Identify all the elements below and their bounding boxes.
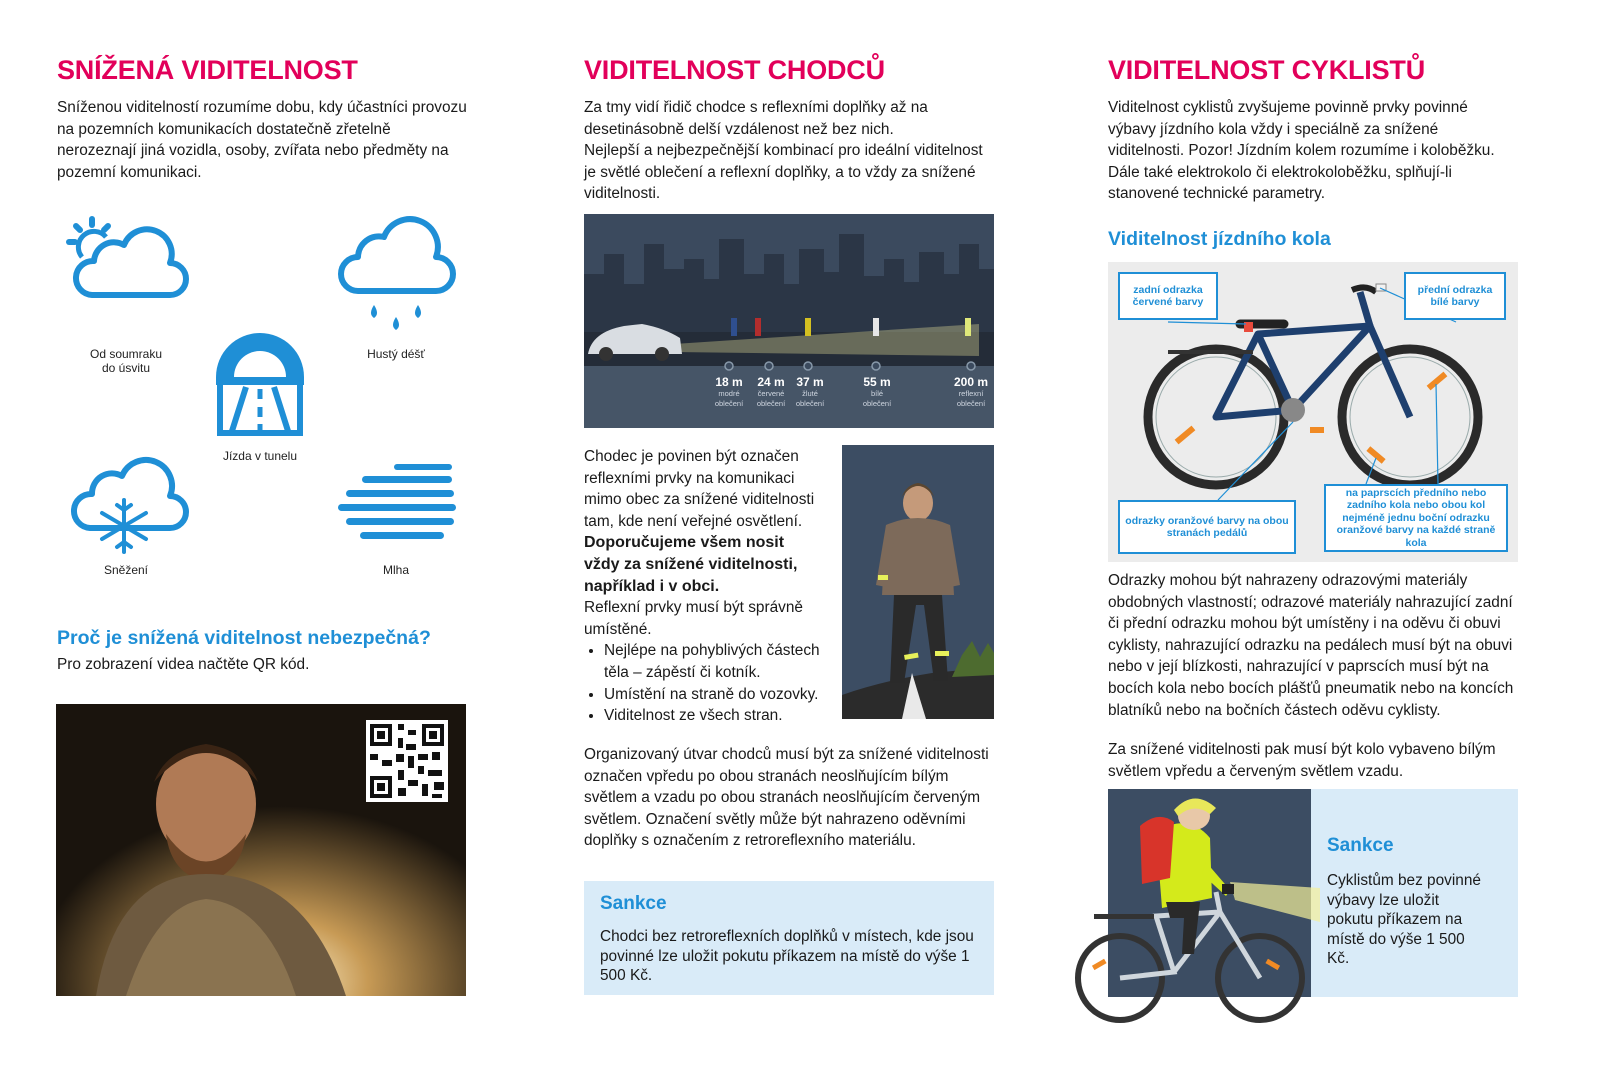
distance-sub1: červené bbox=[757, 389, 785, 398]
pedestrian-duty bbox=[584, 446, 824, 727]
distance-sub2: oblečení bbox=[862, 399, 892, 408]
sankce-text: Chodci bez retroreflexních doplňků v místech, kde jsou povinné lze uložit pokutu příkazem na místě do výše 1 500 Kč. bbox=[600, 928, 974, 984]
col1-intro: Sníženou viditelností rozumíme dobu, kdy účastníci provozu na pozemních komunikacích dostatečně zřetelně nerozeznají jiná vozidla, osoby, zvířata nebo předměty na pozemní komunikaci. bbox=[57, 99, 467, 181]
tunnel-icon bbox=[212, 327, 308, 437]
cyclist-illustration bbox=[1070, 792, 1322, 1024]
why-title: Proč je snížená viditelnost nebezpečná? bbox=[57, 627, 431, 649]
video-thumbnail-image[interactable] bbox=[56, 704, 466, 996]
sun-cloud-label: Od soumraku do úsvitu bbox=[89, 347, 163, 375]
col3-intro: Viditelnost cyklistů zvyšujeme povinně prvky povinné výbavy jízdního kola vždy i speciálně za snížené viditelnosti. Pozor! Jízdním kolem rozumíme i koloběžku. Dále také elektrokolo či elektrokoloběžku, splňují-li stanovené technické parametry. bbox=[1108, 99, 1495, 203]
fog-label: Mlha bbox=[382, 563, 409, 577]
list-item: • Nejlépe na pohyblivých částech těla – zápěstí či kotník. bbox=[604, 640, 824, 683]
rear-reflector-callout: zadní odrazka červené barvy bbox=[1118, 272, 1218, 320]
sun-cloud-icon bbox=[62, 215, 190, 307]
col3-title: VIDITELNOST CYKLISTŮ bbox=[1108, 55, 1426, 85]
col2-intro bbox=[584, 97, 984, 205]
lights-text: Za snížené viditelnosti pak musí být kolo vybaveno bílým světlem vpředu a červeným světlem vzadu. bbox=[1108, 741, 1496, 780]
distance-value: 37 m bbox=[796, 375, 824, 389]
placement-text: Reflexní prvky musí být správně umístěné. bbox=[584, 599, 803, 638]
pedestrian-sankce-box bbox=[584, 881, 994, 995]
duty-text: Chodec je povinen být označen reflexními prvky na komunikaci mimo obec za snížené viditelnosti tam, kde není veřejné osvětlení. bbox=[584, 448, 815, 530]
distance-sub1: žluté bbox=[802, 389, 818, 398]
sankce-title: Sankce bbox=[600, 893, 667, 914]
distance-value: 18 m bbox=[715, 375, 743, 389]
fog-icon bbox=[336, 462, 458, 544]
distance-sub1: modré bbox=[718, 389, 740, 398]
front-reflector-callout: přední odrazka bílé barvy bbox=[1404, 272, 1506, 320]
col2-intro-2: Nejlepší a nejbezpečnější kombinací pro ideální viditelnost je světlé oblečení a reflexní doplňky, a to vždy za snížené viditelnosti. bbox=[584, 142, 983, 203]
reflect-text: Odrazky mohou být nahrazeny odrazovými materiály obdobných vlastností; odrazové materiály nahrazující zadní či přední odrazku mohou být umístěny i na oděvu či obuvi cyklisty, nahrazující odrazku na pedálech musí být na obuvi nebo v její blízkosti, nahrazující v paprscích musí být na bocích kola nebo bocích plášťů pneumatik nebo na koncích blatníků nebo na bočních částech oděvu cyklisty. bbox=[1108, 572, 1514, 719]
col1-title: SNÍŽENÁ VIDITELNOST bbox=[57, 55, 358, 85]
qr-code[interactable] bbox=[366, 720, 448, 802]
distance-sub1: bílé bbox=[870, 389, 884, 398]
sankce-title: Sankce bbox=[1327, 835, 1394, 856]
placement-list bbox=[584, 640, 824, 726]
distance-sub2: oblečení bbox=[956, 399, 986, 408]
tunnel-label: Jízda v tunelu bbox=[222, 449, 298, 463]
list-item: • Viditelnost ze všech stran. bbox=[604, 705, 824, 727]
col2-title: VIDITELNOST CHODCŮ bbox=[584, 55, 885, 85]
snow-cloud-label: Sněžení bbox=[103, 563, 149, 577]
distance-sub2: oblečení bbox=[795, 399, 825, 408]
group-text: Organizovaný útvar chodců musí být za snížené viditelnosti označen vpředu po obou stranách neoslňujícím bílým světlem a vzadu po obou stranách neoslňujícím červeným světlem. Označení světly může být nahrazeno oděvními doplňky s označením z retroreflexního materiálu. bbox=[584, 746, 989, 850]
recommend-text: Doporučujeme všem nosit vždy za snížené viditelnosti, například i v obci. bbox=[584, 534, 798, 595]
spoke-reflector-callout: na paprscích předního nebo zadního kola nebo obou kol nejméně jednu boční odrazku oranžové barvy na každé straně kola bbox=[1324, 484, 1508, 552]
walking-pedestrian-illustration bbox=[842, 445, 994, 719]
distance-sub2: oblečení bbox=[756, 399, 786, 408]
rain-cloud-icon bbox=[332, 213, 458, 339]
distance-sub2: oblečení bbox=[714, 399, 744, 408]
distance-value: 55 m bbox=[863, 375, 891, 389]
night-visibility-illustration bbox=[584, 214, 994, 428]
bike-title: Viditelnost jízdního kola bbox=[1108, 228, 1331, 250]
list-item: • Umístění na straně do vozovky. bbox=[604, 684, 824, 706]
distance-value: 24 m bbox=[757, 375, 785, 389]
rain-cloud-label: Hustý déšť bbox=[367, 347, 425, 361]
sankce-text: Cyklistům bez povinné výbavy lze uložit pokutu příkazem na místě do výše 1 500 Kč. bbox=[1327, 872, 1481, 967]
why-text: Pro zobrazení videa načtěte QR kód. bbox=[57, 656, 310, 673]
col2-intro-1: Za tmy vidí řidič chodce s reflexními doplňky až na desetinásobně delší vzdálenost než bez nich. bbox=[584, 99, 928, 138]
bike-diagram bbox=[1108, 262, 1518, 562]
distance-value: 200 m bbox=[953, 375, 989, 389]
snow-cloud-icon bbox=[62, 450, 190, 558]
distance-sub1: reflexní bbox=[958, 389, 984, 398]
pedal-reflector-callout: odrazky oranžové barvy na obou stranách pedálů bbox=[1118, 500, 1296, 554]
cyclist-sankce-box bbox=[1311, 789, 1518, 997]
